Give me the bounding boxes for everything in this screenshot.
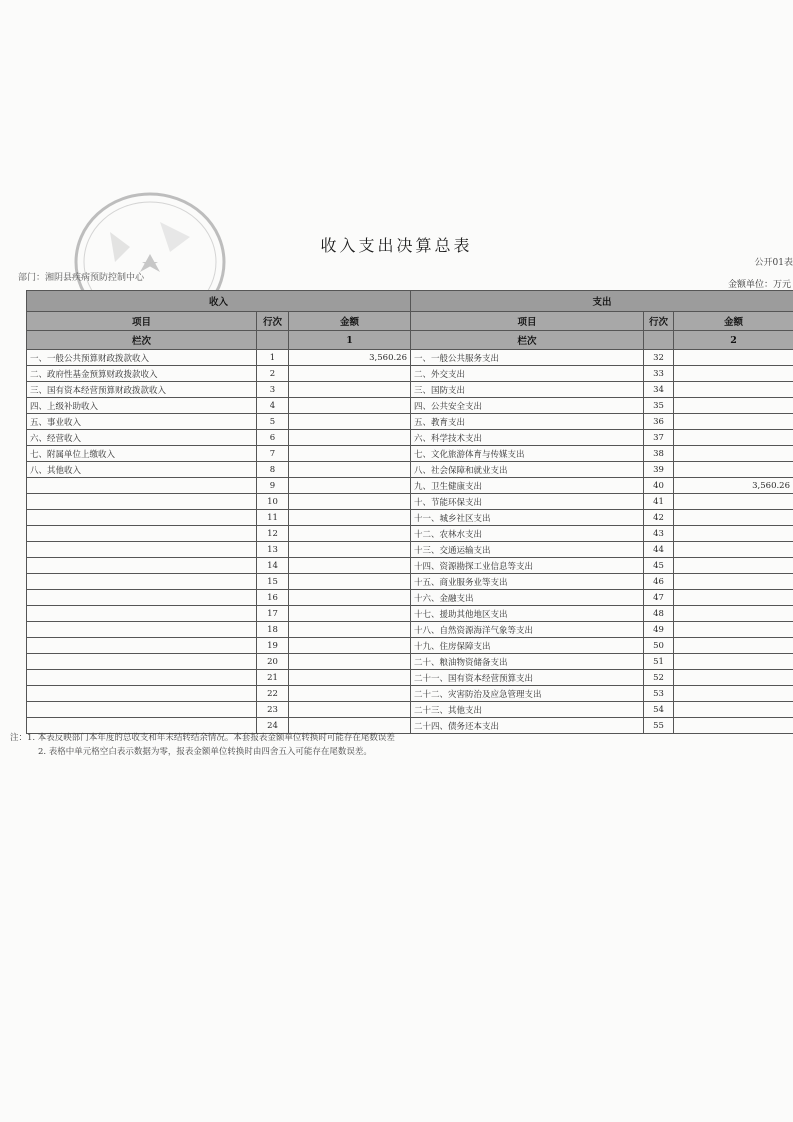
income-item-cell [27,606,257,622]
expense-row-no-cell: 54 [644,702,674,718]
table-row [27,574,793,590]
income-group-header: 收入 [27,291,411,312]
table-row [27,622,793,638]
expense-item-cell: 十三、交通运输支出 [411,542,644,558]
income-row-no-cell: 8 [257,462,289,478]
expense-amount-cell [674,446,793,462]
expense-item-cell: 一、一般公共服务支出 [411,350,644,366]
income-amount-cell [289,590,411,606]
expense-item-cell: 十七、援助其他地区支出 [411,606,644,622]
table-row [27,494,793,510]
income-amount-cell [289,686,411,702]
expense-amount-cell [674,686,793,702]
expense-row-no-cell: 33 [644,366,674,382]
expense-row-no-cell: 32 [644,350,674,366]
income-item-cell [27,702,257,718]
expense-row-no-cell: 40 [644,478,674,494]
expense-item-cell: 十四、资源勘探工业信息等支出 [411,558,644,574]
income-item-cell: 三、国有资本经营预算财政拨款收入 [27,382,257,398]
expense-amount-cell [674,574,793,590]
income-amount-cell [289,414,411,430]
expense-amount-header: 金额 [674,312,793,331]
expense-item-cell: 十一、城乡社区支出 [411,510,644,526]
expense-amount-cell [674,654,793,670]
income-amount-cell [289,462,411,478]
expense-row-no-cell: 50 [644,638,674,654]
income-item-cell: 八、其他收入 [27,462,257,478]
income-row-no-cell: 19 [257,638,289,654]
expense-amount-cell [674,622,793,638]
expense-amount-cell [674,526,793,542]
table-row [27,670,793,686]
income-row-no-cell: 2 [257,366,289,382]
expense-amount-cell [674,430,793,446]
expense-item-cell: 九、卫生健康支出 [411,478,644,494]
expense-item-cell: 三、国防支出 [411,382,644,398]
income-row-no-cell: 1 [257,350,289,366]
income-item-cell [27,494,257,510]
expense-row-no-cell: 36 [644,414,674,430]
table-row [27,638,793,654]
income-lanci-number: 1 [289,331,411,350]
income-item-cell [27,478,257,494]
income-item-cell [27,638,257,654]
income-row-no-cell: 11 [257,510,289,526]
income-item-cell: 七、附属单位上缴收入 [27,446,257,462]
income-item-cell: 五、事业收入 [27,414,257,430]
expense-row-no-cell: 51 [644,654,674,670]
expense-row-no-cell: 48 [644,606,674,622]
income-amount-cell [289,398,411,414]
expense-row-no-cell: 44 [644,542,674,558]
income-row-no-cell: 23 [257,702,289,718]
lanci-row [27,331,793,350]
income-item-cell [27,686,257,702]
income-amount-cell [289,446,411,462]
income-item-cell: 一、一般公共预算财政拨款收入 [27,350,257,366]
amount-unit-label: 金额单位：万元 [727,280,791,290]
expense-amount-cell [674,542,793,558]
group-header-row [27,291,793,312]
expense-amount-cell [674,462,793,478]
income-row-no-cell: 24 [257,718,289,734]
table-row [27,542,793,558]
table-row [27,414,793,430]
income-item-cell [27,574,257,590]
column-header-row [27,312,793,331]
expense-row-no-cell: 52 [644,670,674,686]
expense-amount-cell [674,718,793,734]
table-row [27,350,793,366]
income-amount-cell [289,542,411,558]
income-row-no-cell: 22 [257,686,289,702]
expense-row-no-cell: 35 [644,398,674,414]
table-row [27,606,793,622]
income-amount-cell [289,430,411,446]
expense-item-cell: 八、社会保障和就业支出 [411,462,644,478]
income-amount-cell [289,526,411,542]
expense-item-cell: 二十四、债务还本支出 [411,718,644,734]
expense-row-no-cell: 47 [644,590,674,606]
expense-row-no-cell: 34 [644,382,674,398]
expense-row-no-cell: 49 [644,622,674,638]
income-row-no-cell: 4 [257,398,289,414]
expense-row-no-header: 行次 [644,312,674,331]
income-amount-cell [289,574,411,590]
income-item-cell [27,542,257,558]
income-item-cell [27,526,257,542]
table-row [27,654,793,670]
expense-amount-cell: 3,560.26 [674,478,793,494]
income-item-cell: 二、政府性基金预算财政拨款收入 [27,366,257,382]
income-amount-cell [289,654,411,670]
income-amount-cell [289,670,411,686]
expense-group-header: 支出 [411,291,793,312]
income-item-cell: 六、经营收入 [27,430,257,446]
income-item-cell [27,510,257,526]
expense-item-cell: 五、教育支出 [411,414,644,430]
income-amount-cell [289,494,411,510]
expense-item-cell: 二十、粮油物资储备支出 [411,654,644,670]
income-item-header: 项目 [27,312,257,331]
income-item-cell [27,670,257,686]
income-row-no-header: 行次 [257,312,289,331]
income-row-no-cell: 20 [257,654,289,670]
table-row [27,510,793,526]
expense-item-cell: 二十二、灾害防治及应急管理支出 [411,686,644,702]
expense-amount-cell [674,494,793,510]
footnotes [10,731,395,759]
table-row [27,382,793,398]
expense-amount-cell [674,382,793,398]
income-row-no-cell: 5 [257,414,289,430]
expense-item-cell: 十九、住房保障支出 [411,638,644,654]
expense-item-cell: 二十一、国有资本经营预算支出 [411,670,644,686]
expense-lanci-number: 2 [674,331,793,350]
income-row-no-cell: 15 [257,574,289,590]
expense-row-no-cell: 38 [644,446,674,462]
expense-amount-cell [674,670,793,686]
income-row-no-cell: 16 [257,590,289,606]
income-amount-cell [289,702,411,718]
income-amount-cell [289,558,411,574]
expense-item-cell: 十五、商业服务业等支出 [411,574,644,590]
expense-amount-cell [674,398,793,414]
income-row-no-cell: 21 [257,670,289,686]
footnote-2: 2. 表格中单元格空白表示数据为零，报表金额单位转换时由四舍五入可能存在尾数误差。 [38,747,372,757]
income-row-no-cell: 14 [257,558,289,574]
income-amount-cell [289,478,411,494]
income-amount-cell [289,382,411,398]
expense-item-cell: 十八、自然资源海洋气象等支出 [411,622,644,638]
table-row [27,430,793,446]
expense-row-no-cell: 37 [644,430,674,446]
expense-row-no-cell: 53 [644,686,674,702]
expense-item-cell: 二、外交支出 [411,366,644,382]
income-row-no-cell: 18 [257,622,289,638]
income-item-cell: 四、上级补助收入 [27,398,257,414]
table-row [27,462,793,478]
income-row-no-cell: 7 [257,446,289,462]
income-item-cell [27,590,257,606]
expense-item-cell: 四、公共安全支出 [411,398,644,414]
expense-item-cell: 二十三、其他支出 [411,702,644,718]
expense-amount-cell [674,558,793,574]
income-row-no-cell: 9 [257,478,289,494]
income-row-no-cell: 3 [257,382,289,398]
form-number: 公开01表 [754,258,793,268]
expense-item-cell: 十六、金融支出 [411,590,644,606]
income-row-no-cell: 10 [257,494,289,510]
expense-amount-cell [674,414,793,430]
table-row [27,366,793,382]
expense-row-no-cell: 45 [644,558,674,574]
income-row-no-cell: 13 [257,542,289,558]
expense-row-no-cell: 43 [644,526,674,542]
expense-row-no-cell: 55 [644,718,674,734]
expense-item-cell: 十、节能环保支出 [411,494,644,510]
expense-row-no-cell: 41 [644,494,674,510]
footnote-1: 注：1. 本表反映部门本年度的总收支和年末结转结余情况。本套报表金额单位转换时可能存在尾数误差 [10,733,395,743]
page-title: 收入支出决算总表 [320,236,473,255]
expense-item-cell: 十二、农林水支出 [411,526,644,542]
table-row [27,558,793,574]
table-row [27,398,793,414]
expense-item-cell: 六、科学技术支出 [411,430,644,446]
income-row-no-cell: 6 [257,430,289,446]
expense-amount-cell [674,638,793,654]
expense-item-cell: 七、文化旅游体育与传媒支出 [411,446,644,462]
income-lanci-label: 栏次 [27,331,257,350]
income-row-no-cell: 17 [257,606,289,622]
expense-amount-cell [674,350,793,366]
expense-amount-cell [674,590,793,606]
income-expense-table [26,290,793,734]
income-amount-cell [289,510,411,526]
income-amount-header: 金额 [289,312,411,331]
expense-amount-cell [674,702,793,718]
income-item-cell [27,622,257,638]
table-row [27,702,793,718]
expense-row-no-cell: 42 [644,510,674,526]
table-row [27,590,793,606]
department-label: 部门：湘阴县疾病预防控制中心 [18,273,145,283]
expense-item-header: 项目 [411,312,644,331]
income-amount-cell [289,622,411,638]
table-row [27,526,793,542]
income-item-cell [27,654,257,670]
income-amount-cell: 3,560.26 [289,350,411,366]
expense-row-no-cell: 39 [644,462,674,478]
income-amount-cell [289,606,411,622]
expense-lanci-label: 栏次 [411,331,644,350]
expense-row-no-cell: 46 [644,574,674,590]
income-item-cell [27,558,257,574]
expense-amount-cell [674,366,793,382]
table-row [27,446,793,462]
income-row-no-cell: 12 [257,526,289,542]
expense-amount-cell [674,606,793,622]
income-amount-cell [289,366,411,382]
table-row [27,686,793,702]
expense-amount-cell [674,510,793,526]
table-row [27,478,793,494]
income-amount-cell [289,638,411,654]
